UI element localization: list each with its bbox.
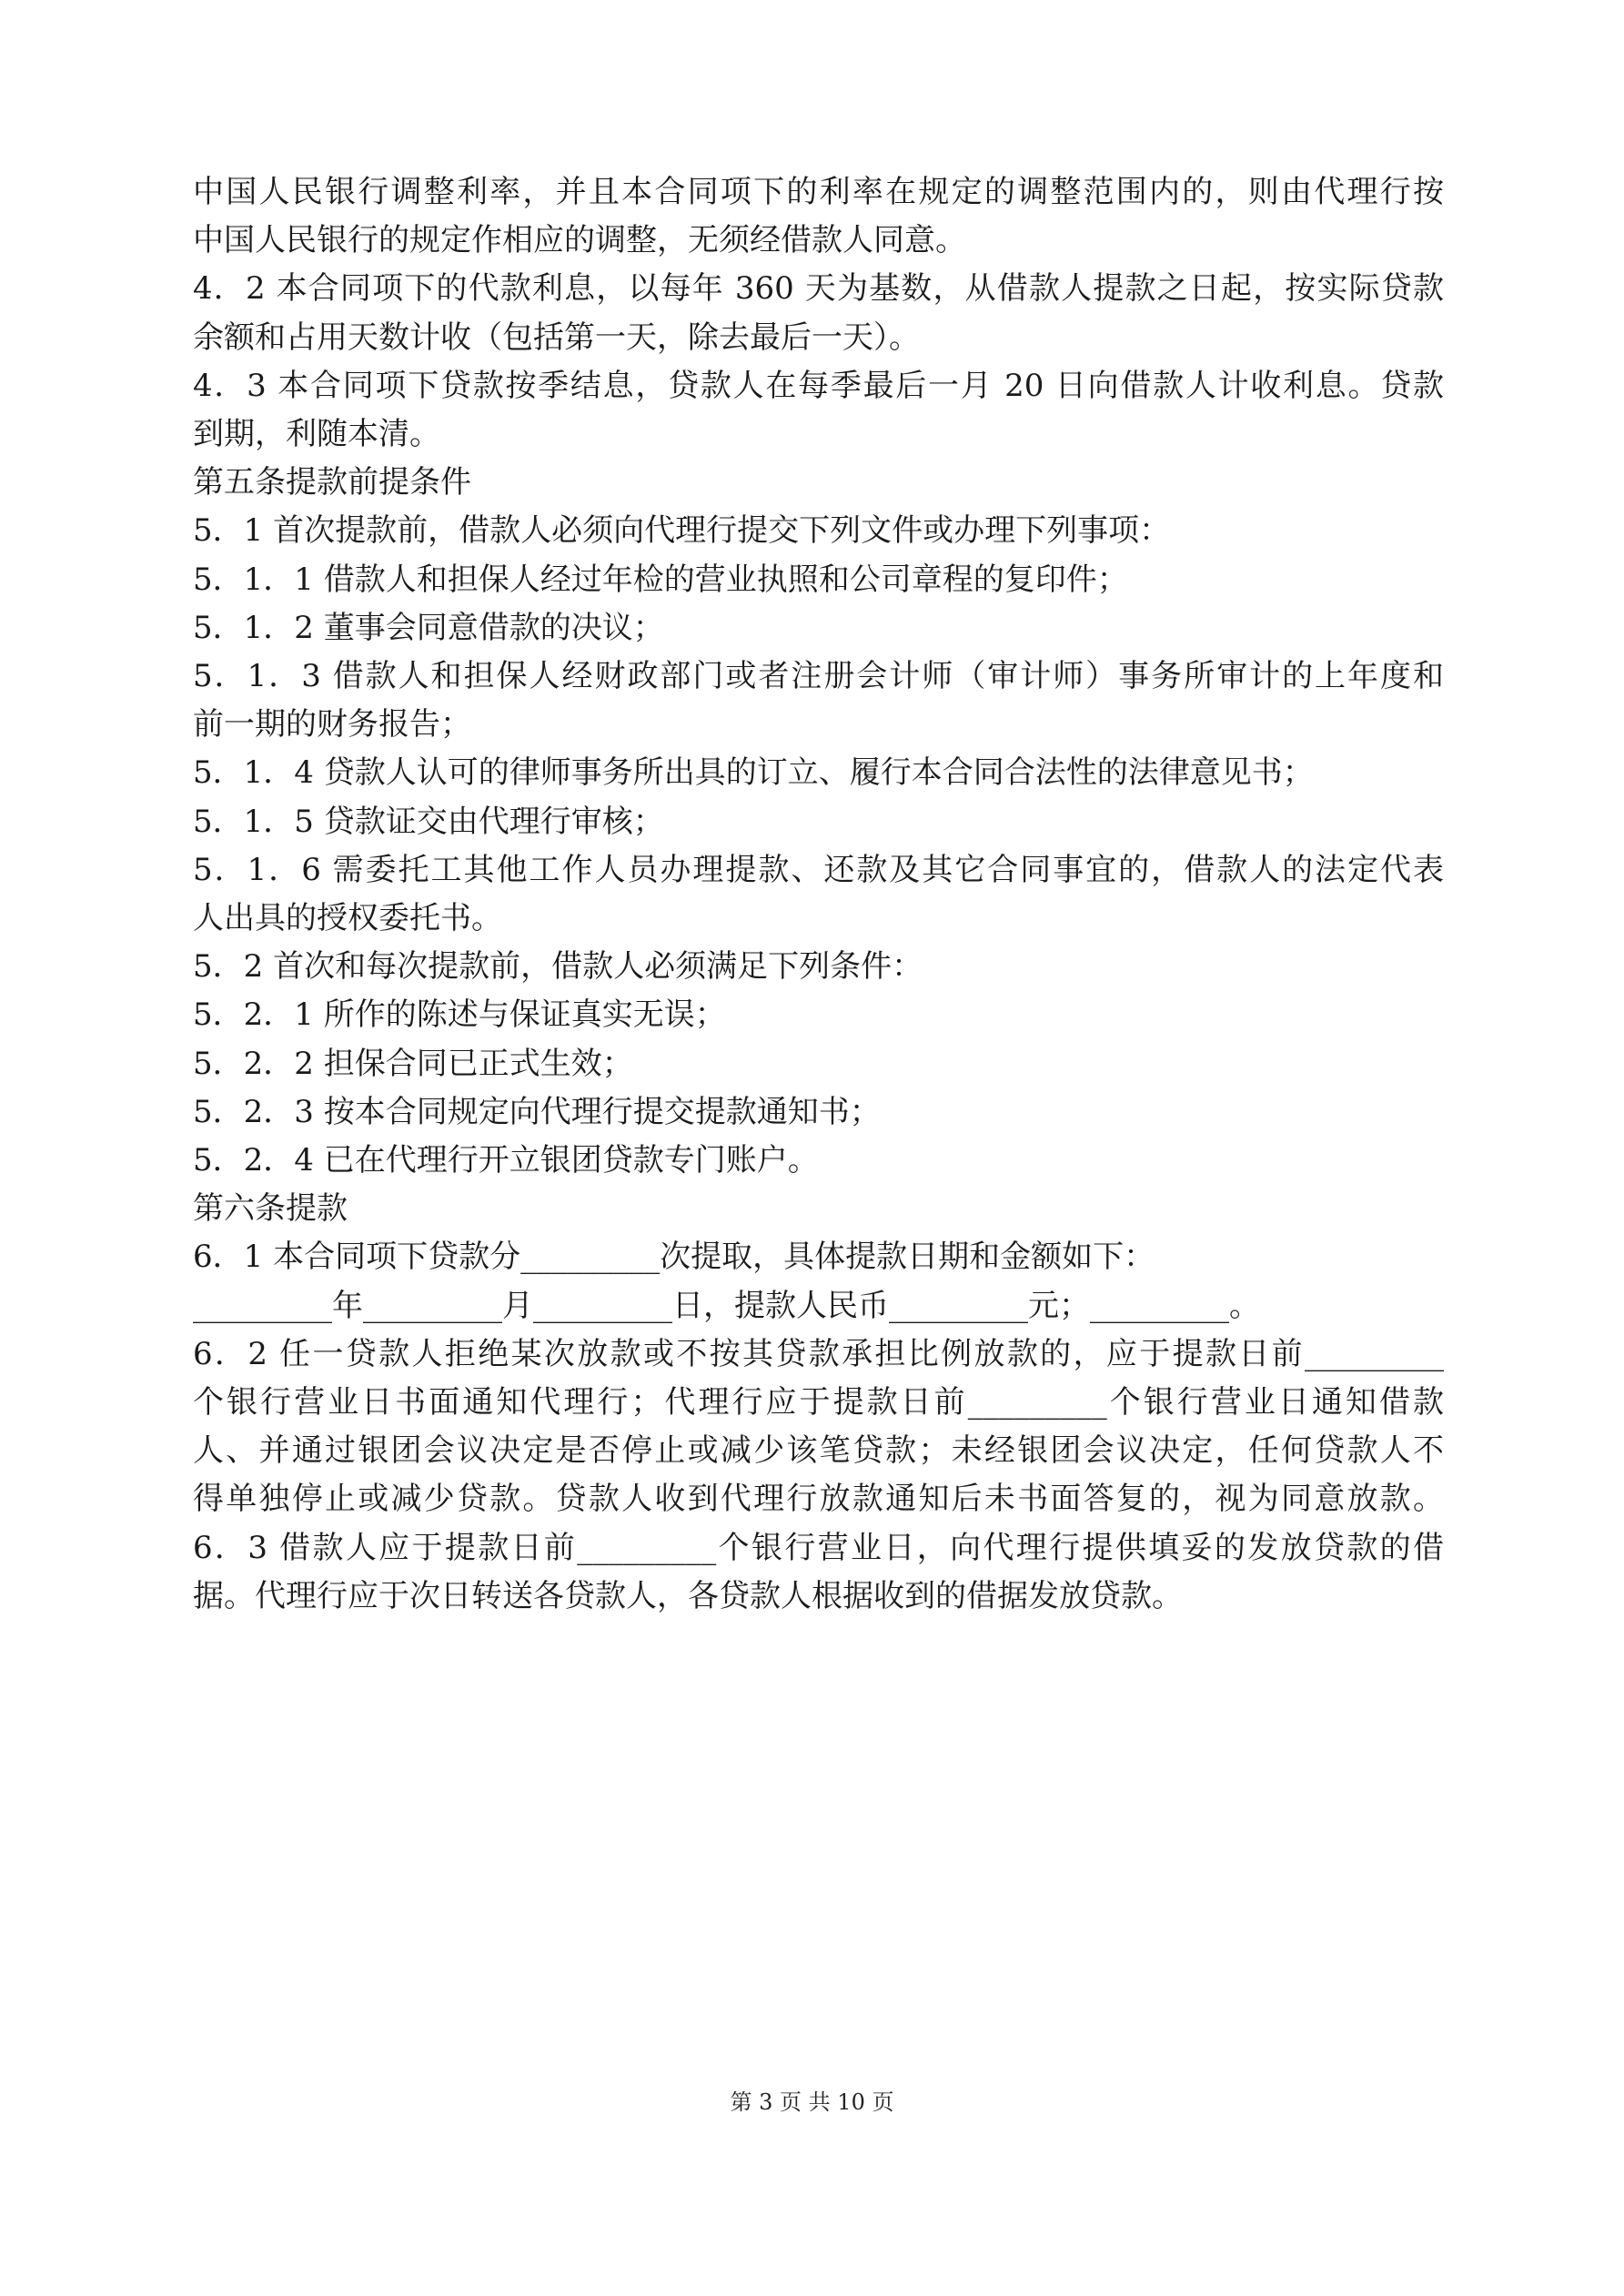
paragraph-line: 5．2 首次和每次提款前，借款人必须满足下列条件： (193, 948, 923, 986)
paragraph-line: 5．2．2 担保合同已正式生效； (193, 1045, 633, 1082)
paragraph-line: 5．1．6 需委托工其他工作人员办理提款、还款及其它合同事宜的，借款人的法定代表 (193, 851, 1444, 888)
page-number: 第 3 页 共 10 页 (730, 2089, 894, 2115)
paragraph-line: 5．1．2 董事会同意借款的决议； (193, 609, 664, 646)
paragraph-line: 据。代理行应于次日转送各贷款人，各贷款人根据收到的借据发放贷款。 (193, 1577, 1183, 1614)
paragraph-line: 个银行营业日书面通知代理行；代理行应于提款日前_________个银行营业日通知借款 (193, 1384, 1444, 1421)
paragraph-line: 4．3 本合同项下贷款按季结息，贷款人在每季最后一月 20 日向借款人计收利息。贷款 (193, 367, 1444, 404)
paragraph-line: 6．1 本合同项下贷款分_________次提取，具体提款日期和金额如下： (193, 1239, 1155, 1276)
paragraph-line: 6．3 借款人应于提款日前_________个银行营业日，向代理行提供填妥的发放贷款的借 (193, 1529, 1444, 1566)
paragraph-line: 得单独停止或减少贷款。贷款人收到代理行放款通知后未书面答复的，视为同意放款。 (193, 1481, 1444, 1518)
paragraph-line: 5．1．3 借款人和担保人经财政部门或者注册会计师（审计师）事务所审计的上年度和 (193, 658, 1444, 695)
paragraph-line: 人、并通过银团会议决定是否停止或减少该笔贷款；未经银团会议决定，任何贷款人不 (193, 1432, 1444, 1470)
paragraph-line: 6．2 任一贷款人拒绝某次放款或不按其贷款承担比例放款的，应于提款日前_________ (193, 1335, 1444, 1372)
paragraph-line: 到期，利随本清。 (193, 416, 440, 453)
paragraph-line: 5．1．1 借款人和担保人经过年检的营业执照和公司章程的复印件； (193, 561, 1128, 598)
paragraph-line: 5．1．5 贷款证交由代理行审核； (193, 803, 664, 840)
section-heading-article-6: 第六条提款 (193, 1190, 348, 1228)
paragraph-line: 5．1 首次提款前，借款人必须向代理行提交下列文件或办理下列事项： (193, 512, 1171, 550)
paragraph-line: 5．2．1 所作的陈述与保证真实无误； (193, 996, 726, 1034)
paragraph-line: 中国人民银行调整利率，并且本合同项下的利率在规定的调整范围内的，则由代理行按 (193, 174, 1444, 210)
paragraph-line: 4．2 本合同项下的代款利息，以每年 360 天为基数，从借款人提款之日起，按实际贷款 (193, 270, 1444, 308)
paragraph-line: 前一期的财务报告； (193, 706, 471, 743)
contract-body (193, 168, 1444, 1621)
paragraph-line: 5．2．3 按本合同规定向代理行提交提款通知书； (193, 1093, 881, 1130)
paragraph-line: 5．2．4 已在代理行开立银团贷款专门账户。 (193, 1142, 819, 1179)
paragraph-line: 人出具的授权委托书。 (193, 900, 502, 937)
paragraph-line: 5．1．4 贷款人认可的律师事务所出具的订立、履行本合同合法性的法律意见书； (193, 754, 1314, 792)
paragraph-line: 中国人民银行的规定作相应的调整，无须经借款人同意。 (193, 222, 966, 259)
section-heading-article-5: 第五条提款前提条件 (193, 464, 471, 501)
paragraph-line: _________年_________月_________日，提款人民币_________元；_________。 (193, 1287, 1260, 1324)
paragraph-line: 余额和占用天数计收（包括第一天，除去最后一天）。 (193, 319, 920, 356)
